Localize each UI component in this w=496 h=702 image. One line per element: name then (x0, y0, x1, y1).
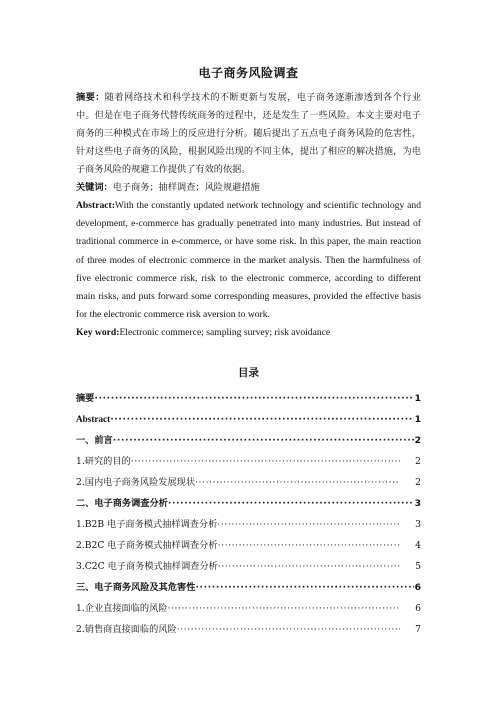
abstract-en-label: Abstract: (76, 200, 115, 211)
toc-item[interactable] (76, 577, 421, 598)
keywords-cn-text: 电子商务；抽样调查；风险规避措施 (112, 182, 260, 193)
toc-leader (195, 577, 413, 598)
abstract-en (76, 197, 421, 324)
toc-item-title: 1.企业直接面临的风险 (76, 602, 168, 614)
toc-item-title: 2.销售商直接面临的风险 (76, 623, 177, 635)
toc-item-title: 三、电子商务风险及其危害性 (76, 581, 196, 593)
toc-leader (217, 514, 400, 535)
toc-item[interactable] (76, 388, 421, 409)
toc-leader (131, 451, 400, 472)
toc-item[interactable] (76, 451, 421, 472)
toc-item[interactable] (76, 556, 421, 577)
toc-item[interactable] (76, 493, 421, 514)
page-content (76, 64, 421, 640)
toc-item-page: 3 (414, 497, 421, 509)
toc-item-page: 2 (415, 476, 421, 488)
toc-item-title: 一、前言 (76, 434, 113, 446)
toc-leader (167, 598, 400, 619)
page-title: 电子商务风险调查 (198, 66, 299, 80)
toc-item[interactable] (76, 409, 421, 430)
toc-item-title: 1.B2B 电子商务模式抽样调查分析 (76, 518, 218, 530)
toc-item[interactable] (76, 514, 421, 535)
abstract-cn (76, 89, 421, 179)
toc-item[interactable] (76, 535, 421, 556)
toc-item-page: 6 (414, 581, 421, 593)
toc-leader (168, 493, 414, 514)
keywords-cn (76, 179, 421, 197)
toc-item-page: 2 (414, 434, 421, 446)
keywords-en-label: Key word: (76, 327, 120, 339)
abstract-cn-label: 摘要： (76, 92, 105, 103)
toc-item-title: 3.C2C 电子商务模式抽样调查分析 (76, 560, 218, 572)
toc-leader (195, 472, 400, 493)
toc-item-title: Abstract (76, 413, 111, 424)
toc-item-title: 2.国内电子商务风险发展现状 (76, 476, 196, 488)
keywords-cn-label: 关键词： (76, 182, 113, 193)
keywords-en-text: Electronic commerce; sampling survey; risk avoidance (119, 327, 331, 339)
toc-heading: 目录 (238, 366, 259, 379)
toc-leader (218, 556, 400, 577)
toc-item-page: 7 (415, 623, 421, 635)
toc-item[interactable] (76, 619, 421, 640)
toc-item-title: 摘要 (76, 392, 95, 404)
abstract-en-text: With the constantly updated network technology and scientific technology and development, e-commerce has gradually penetrated into many industries. But instead of traditional commerce in e-commerce, or have some risk. In this paper, the main reaction of three modes of electronic commerce in the market analysis. Then the harmfulness of five electronic commerce risk, risk to the electronic commerce, according to different main risks, and puts forward some corresponding measures, provided the effective basis for the electronic commerce risk aversion to work. (76, 200, 421, 321)
toc-leader (94, 388, 413, 409)
abstract-cn-text: 随着网络技术和科学技术的不断更新与发展，电子商务逐渐渗透到各个行业中。但是在电子商务代替传统商务的过程中，还是发生了一些风险。本文主要对电子商务的三种模式在市场上的反应进行分析。随后提出了五点电子商务风险的危害性，针对这些电子商务的风险，根据风险出现的不同主体，提出了相应的解决措施，为电子商务风险的规避工作提供了有效的依据。 (76, 92, 422, 175)
table-of-contents (76, 388, 421, 640)
toc-item[interactable] (76, 598, 421, 619)
toc-item-title: 二、电子商务调查分析 (76, 497, 168, 509)
toc-leader (218, 535, 401, 556)
toc-leader (113, 430, 414, 451)
toc-item-page: 2 (415, 455, 421, 467)
toc-leader (110, 409, 413, 430)
toc-item[interactable] (76, 472, 421, 493)
toc-item-page: 1 (414, 392, 421, 404)
keywords-en (76, 324, 421, 342)
toc-item-page: 3 (415, 518, 421, 530)
toc-leader (177, 619, 401, 640)
toc-item-title: 1.研究的目的 (76, 455, 131, 467)
toc-item-page: 4 (415, 539, 421, 551)
toc-item-page: 6 (415, 602, 421, 614)
toc-item-title: 2.B2C 电子商务模式抽样调查分析 (76, 539, 218, 551)
toc-item-page: 5 (415, 560, 421, 572)
toc-item[interactable] (76, 430, 421, 451)
toc-item-page: 1 (414, 413, 421, 425)
